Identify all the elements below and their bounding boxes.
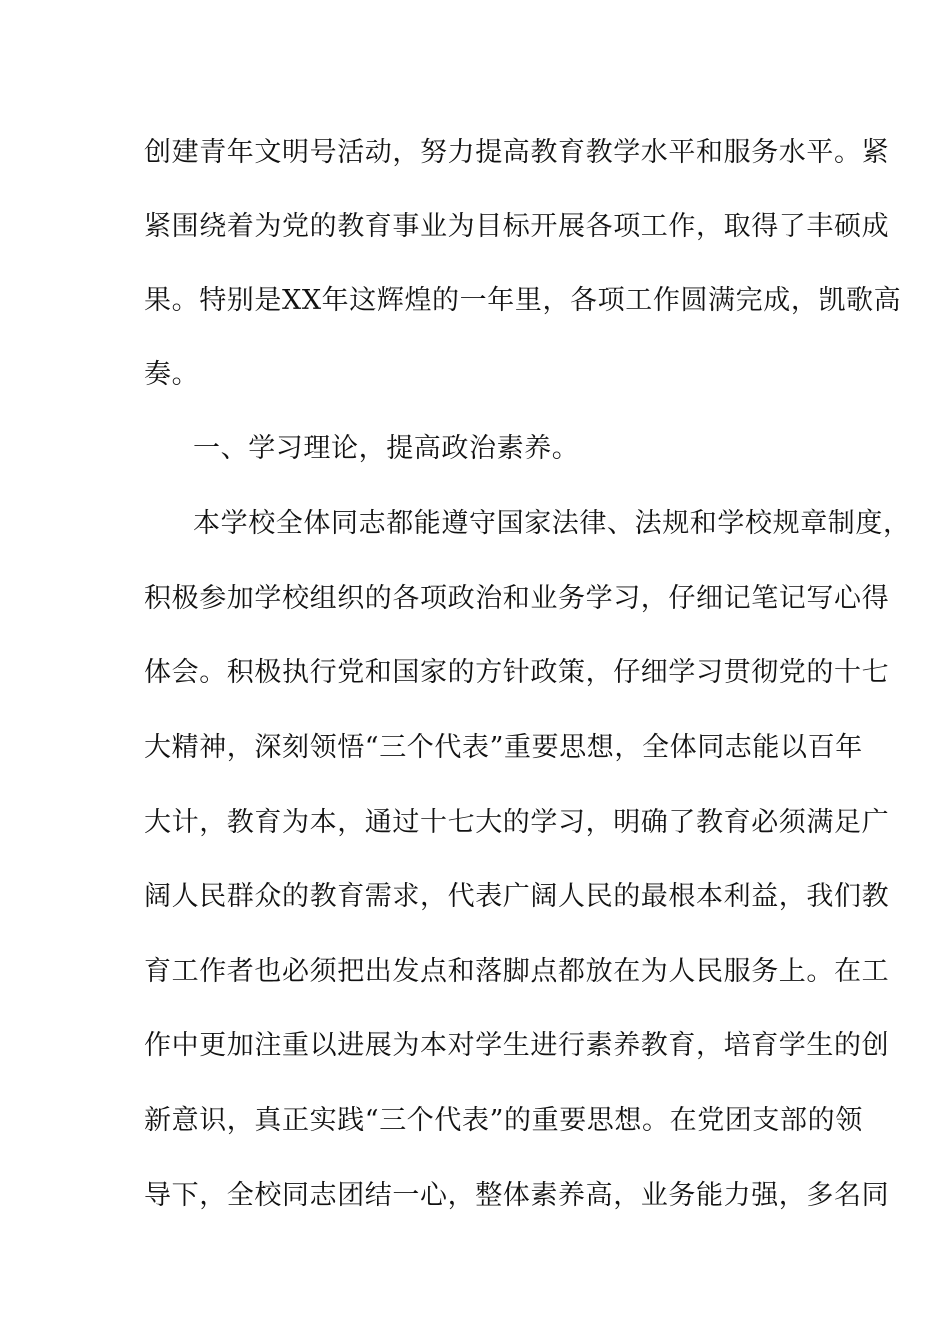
text-line: 创建青年文明号活动，努力提高教育教学水平和服务水平。紧 bbox=[144, 137, 890, 168]
text-line: 紧围绕着为党的教育事业为目标开展各项工作，取得了丰硕成 bbox=[144, 211, 890, 242]
text-line: 育工作者也必须把出发点和落脚点都放在为人民服务上。在工 bbox=[144, 956, 890, 987]
text-line: 体会。积极执行党和国家的方针政策，仔细学习贯彻党的十七 bbox=[144, 657, 890, 688]
text-line: 作中更加注重以进展为本对学生进行素养教育，培育学生的创 bbox=[144, 1030, 890, 1061]
text-line: 果。特别是XX年这辉煌的一年里，各项工作圆满完成，凯歌高 bbox=[144, 285, 902, 316]
text-line: 大计，教育为本，通过十七大的学习，明确了教育必须满足广 bbox=[144, 807, 890, 838]
text-line: 阔人民群众的教育需求，代表广阔人民的最根本利益，我们教 bbox=[144, 881, 890, 912]
text-line: 积极参加学校组织的各项政治和业务学习，仔细记笔记写心得 bbox=[144, 583, 890, 614]
text-line: 新意识，真正实践“三个代表”的重要思想。在党团支部的领 bbox=[144, 1105, 863, 1136]
text-line: 奏。 bbox=[144, 359, 200, 390]
text-line: 本学校全体同志都能遵守国家法律、法规和学校规章制度， bbox=[193, 508, 911, 539]
section-heading: 一、学习理论，提高政治素养。 bbox=[193, 433, 580, 464]
text-line: 导下，全校同志团结一心，整体素养高，业务能力强，多名同 bbox=[144, 1180, 890, 1211]
text-line: 大精神，深刻领悟“三个代表”重要思想，全体同志能以百年 bbox=[144, 732, 863, 763]
